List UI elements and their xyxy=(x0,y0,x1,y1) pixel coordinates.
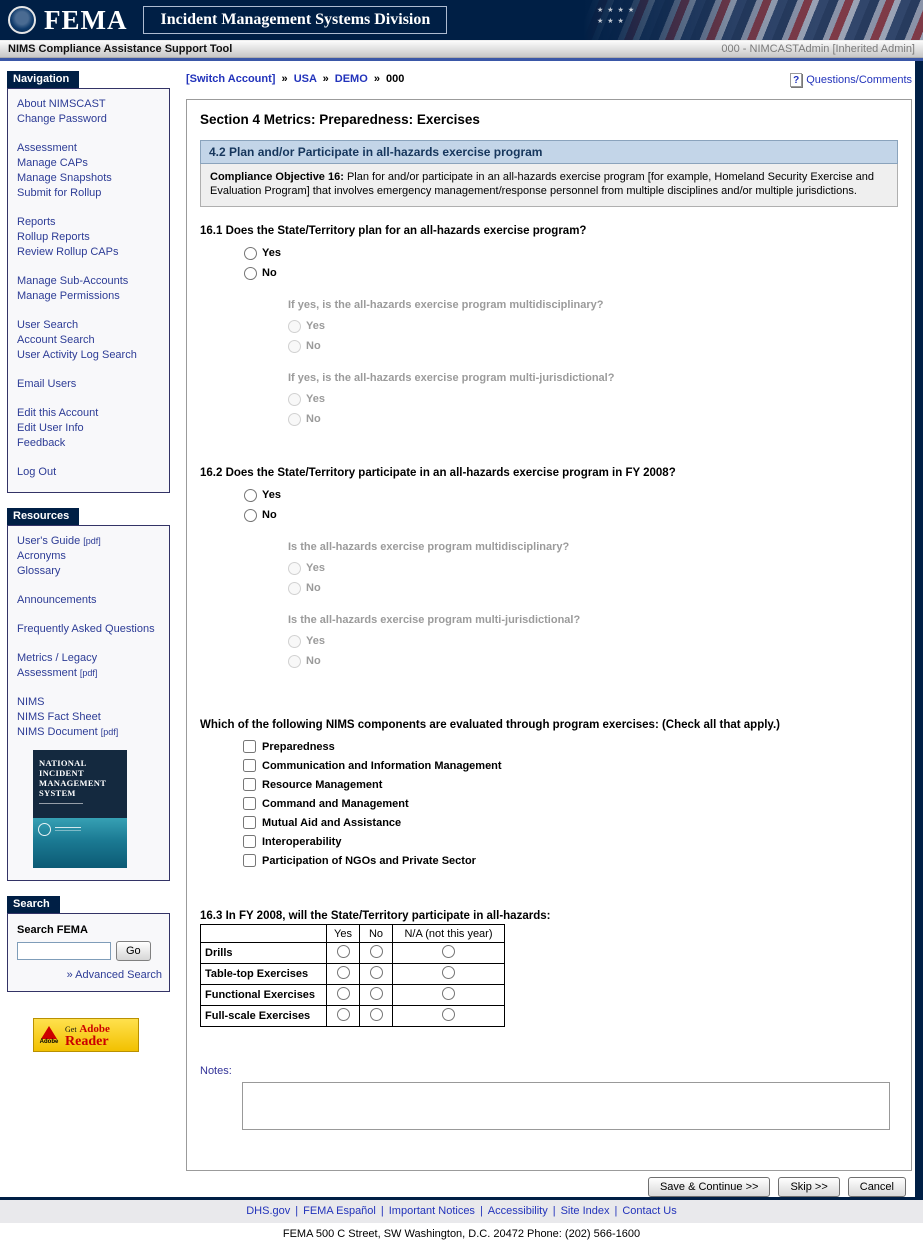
sidebar-item-nims[interactable]: NIMS xyxy=(17,696,45,708)
navigation-panel-title: Navigation xyxy=(7,71,79,88)
tabletop-yes-radio[interactable] xyxy=(337,966,350,979)
sidebar-item-user-search[interactable]: User Search xyxy=(17,319,79,331)
q16-2-yes-radio[interactable] xyxy=(244,489,257,502)
footer-link-dhs-gov[interactable]: DHS.gov xyxy=(246,1205,291,1217)
column-header-na: N/A (not this year) xyxy=(393,925,505,943)
q16-1-yes-radio[interactable] xyxy=(244,247,257,260)
sidebar-item-email-users[interactable]: Email Users xyxy=(17,378,77,390)
sidebar-item-change-password[interactable]: Change Password xyxy=(17,113,107,125)
cancel-button[interactable]: Cancel xyxy=(848,1177,906,1197)
question-16-2-text: 16.2 Does the State/Territory participate in an all-hazards exercise program in FY 2008? xyxy=(200,467,676,479)
sidebar-item-metrics-legacy-assessment[interactable]: Metrics / Legacy Assessment xyxy=(17,652,98,679)
table-corner-cell xyxy=(201,925,327,943)
breadcrumb-separator: » xyxy=(281,73,288,85)
q16-1-sub2-yes-label: Yes xyxy=(306,393,325,405)
sidebar xyxy=(0,61,171,1197)
navigation-panel xyxy=(7,71,170,493)
column-header-no: No xyxy=(360,925,393,943)
q16-1-sub2-text: If yes, is the all-hazards exercise program multi-jurisdictional? xyxy=(288,372,615,384)
fullscale-na-radio[interactable] xyxy=(442,1008,455,1021)
row-label-tabletop: Table-top Exercises xyxy=(201,964,327,985)
search-go-button[interactable]: Go xyxy=(116,941,151,961)
sidebar-item-acronyms[interactable]: Acronyms xyxy=(17,550,66,562)
footer-separator: | xyxy=(614,1205,618,1217)
action-buttons xyxy=(186,1177,906,1197)
sidebar-item-manage-snapshots[interactable]: Manage Snapshots xyxy=(17,172,112,184)
q16-2-sub1-yes-radio xyxy=(288,562,301,575)
q16-2-sub1 xyxy=(288,541,898,596)
adobe-reader-label: Reader xyxy=(65,1033,109,1049)
row-label-drills: Drills xyxy=(201,943,327,964)
adobe-word-label: Adobe xyxy=(79,1022,110,1035)
row-label-fullscale: Full-scale Exercises xyxy=(201,1006,327,1027)
q16-1-sub1-yes-label: Yes xyxy=(306,320,325,332)
logged-in-user: 000 - NIMCASTAdmin [Inherited Admin] xyxy=(721,43,915,55)
nims-components-prompt: Which of the following NIMS components are evaluated through program exercises: (Check all that apply.) xyxy=(200,719,780,731)
breadcrumb-current: 000 xyxy=(386,73,405,85)
nims-components-question xyxy=(200,719,898,868)
switch-account-link[interactable]: [Switch Account] xyxy=(186,73,276,85)
section-header: 4.2 Plan and/or Participate in all-hazards exercise program xyxy=(200,140,898,164)
footer-link-site-index[interactable]: Site Index xyxy=(560,1205,610,1217)
compliance-objective-text: Plan for and/or participate in an all-hazards exercise program [for example, Homeland Security Exercise and Evaluation Program] that involves emergency management/response personnel from multiple disciplines and/or multiple jurisdictions. xyxy=(210,171,874,197)
footer-link-contact-us[interactable]: Contact Us xyxy=(622,1205,677,1217)
component-checkbox-interoperability[interactable] xyxy=(243,835,256,848)
footer-link-fema-espanol[interactable]: FEMA Español xyxy=(303,1205,376,1217)
sidebar-item-nims-document[interactable]: NIMS Document xyxy=(17,726,98,738)
table-row-tabletop xyxy=(201,964,505,985)
sidebar-item-feedback[interactable]: Feedback xyxy=(17,437,66,449)
compliance-objective xyxy=(200,164,898,207)
tabletop-na-radio[interactable] xyxy=(442,966,455,979)
q16-1-sub1-no-radio xyxy=(288,340,301,353)
save-continue-button[interactable]: Save & Continue >> xyxy=(648,1177,770,1197)
q16-2-sub2-yes-radio xyxy=(288,635,301,648)
questions-comments-link[interactable]: Questions/Comments xyxy=(806,74,912,86)
search-input[interactable] xyxy=(17,942,111,960)
footer-address: FEMA 500 C Street, SW Washington, D.C. 20472 Phone: (202) 566-1600 xyxy=(0,1223,923,1249)
fullscale-no-radio[interactable] xyxy=(370,1008,383,1021)
sidebar-item-log-out[interactable]: Log Out xyxy=(17,466,57,478)
sidebar-item-nims-fact-sheet[interactable]: NIMS Fact Sheet xyxy=(17,711,101,723)
q16-1-yes-label: Yes xyxy=(262,247,281,259)
sidebar-item-reports[interactable]: Reports xyxy=(17,216,56,228)
footer-link-important-notices[interactable]: Important Notices xyxy=(388,1205,475,1217)
q16-1-sub2-yes-radio xyxy=(288,393,301,406)
dhs-seal-icon xyxy=(38,823,51,836)
component-checkbox-resource-management[interactable] xyxy=(243,778,256,791)
nims-cover-title: NATIONAL INCIDENT MANAGEMENT SYSTEM xyxy=(33,750,127,818)
q16-2-sub2-text: Is the all-hazards exercise program multi-jurisdictional? xyxy=(288,614,581,626)
table-row-fullscale xyxy=(201,1006,505,1027)
footer-separator: | xyxy=(380,1205,384,1217)
q16-1-no-label: No xyxy=(262,267,277,279)
skip-button[interactable]: Skip >> xyxy=(778,1177,839,1197)
search-panel-title: Search xyxy=(7,896,60,913)
notes-textarea[interactable] xyxy=(242,1082,890,1130)
question-16-1-text: 16.1 Does the State/Territory plan for an all-hazards exercise program? xyxy=(200,225,587,237)
question-16-1 xyxy=(200,225,898,427)
app-title: NIMS Compliance Assistance Support Tool xyxy=(8,43,233,55)
q16-2-sub1-yes-label: Yes xyxy=(306,562,325,574)
sidebar-item-review-rollup-caps[interactable]: Review Rollup CAPs xyxy=(17,246,119,258)
advanced-search-link[interactable]: » Advanced Search xyxy=(66,969,162,981)
question-16-3 xyxy=(200,910,898,1027)
component-checkbox-communication[interactable] xyxy=(243,759,256,772)
adobe-logo-icon xyxy=(38,1026,60,1045)
functional-na-radio[interactable] xyxy=(442,987,455,1000)
q16-1-sub1 xyxy=(288,299,898,354)
component-checkbox-mutual-aid[interactable] xyxy=(243,816,256,829)
sidebar-item-users-guide[interactable]: User's Guide xyxy=(17,535,81,547)
fema-seal-icon xyxy=(8,6,36,34)
q16-2-sub1-no-label: No xyxy=(306,582,321,594)
q16-2-sub1-no-radio xyxy=(288,582,301,595)
adobe-logo-label: Adobe xyxy=(39,1038,59,1045)
flag-image xyxy=(583,0,923,40)
footer-separator: | xyxy=(552,1205,556,1217)
adobe-reader-badge[interactable] xyxy=(33,1018,139,1052)
fullscale-yes-radio[interactable] xyxy=(337,1008,350,1021)
q16-2-sub2-no-label: No xyxy=(306,655,321,667)
q16-1-sub2-no-label: No xyxy=(306,413,321,425)
metrics-legacy-pdf-tag[interactable]: [pdf] xyxy=(79,668,98,678)
breadcrumb xyxy=(186,73,404,85)
app-bar xyxy=(0,40,923,58)
sidebar-item-account-search[interactable]: Account Search xyxy=(17,334,95,346)
component-checkbox-command-management[interactable] xyxy=(243,797,256,810)
q16-1-sub1-text: If yes, is the all-hazards exercise program multidisciplinary? xyxy=(288,299,604,311)
question-mark-icon[interactable]: ? xyxy=(790,73,802,87)
sidebar-item-manage-sub-accounts[interactable]: Manage Sub-Accounts xyxy=(17,275,129,287)
q16-2-no-label: No xyxy=(262,509,277,521)
sidebar-item-faq[interactable]: Frequently Asked Questions xyxy=(17,623,155,635)
sidebar-item-edit-user-info[interactable]: Edit User Info xyxy=(17,422,84,434)
exercise-participation-table xyxy=(200,924,505,1027)
component-checkbox-preparedness[interactable] xyxy=(243,740,256,753)
question-16-2 xyxy=(200,467,898,669)
division-title: Incident Management Systems Division xyxy=(143,6,447,34)
component-label-resource-management: Resource Management xyxy=(262,778,383,791)
table-row-drills xyxy=(201,943,505,964)
content-panel xyxy=(186,99,912,1171)
nims-document-cover[interactable] xyxy=(33,750,127,868)
resources-panel xyxy=(7,508,170,881)
component-label-command-management: Command and Management xyxy=(262,797,409,810)
sidebar-item-about-nimscast[interactable]: About NIMSCAST xyxy=(17,98,106,110)
sidebar-item-submit-for-rollup[interactable]: Submit for Rollup xyxy=(17,187,102,199)
footer-separator: | xyxy=(295,1205,299,1217)
q16-1-sub1-no-label: No xyxy=(306,340,321,352)
users-guide-pdf-tag[interactable]: [pdf] xyxy=(83,536,101,546)
sidebar-item-announcements[interactable]: Announcements xyxy=(17,594,97,606)
drills-no-radio[interactable] xyxy=(370,945,383,958)
site-header xyxy=(0,0,923,40)
breadcrumb-separator: » xyxy=(322,73,329,85)
q16-2-yes-label: Yes xyxy=(262,489,281,501)
nims-cover-art xyxy=(33,818,127,868)
functional-yes-radio[interactable] xyxy=(337,987,350,1000)
main-content xyxy=(171,61,915,1197)
sidebar-item-user-activity-log-search[interactable]: User Activity Log Search xyxy=(17,349,137,361)
q16-2-sub2 xyxy=(288,614,898,669)
sidebar-item-rollup-reports[interactable]: Rollup Reports xyxy=(17,231,90,243)
q16-1-sub1-yes-radio xyxy=(288,320,301,333)
question-16-3-text: 16.3 In FY 2008, will the State/Territory participate in all-hazards: xyxy=(200,910,551,922)
compliance-objective-label: Compliance Objective 16: xyxy=(210,171,344,183)
q16-2-no-radio[interactable] xyxy=(244,509,257,522)
breadcrumb-demo-link[interactable]: DEMO xyxy=(334,73,368,85)
page-title: Section 4 Metrics: Preparedness: Exercises xyxy=(200,112,480,127)
sidebar-item-manage-permissions[interactable]: Manage Permissions xyxy=(17,290,120,302)
nims-document-pdf-tag[interactable]: [pdf] xyxy=(100,727,119,737)
q16-2-sub1-text: Is the all-hazards exercise program multidisciplinary? xyxy=(288,541,570,553)
column-header-yes: Yes xyxy=(327,925,360,943)
q16-1-sub2 xyxy=(288,372,898,427)
content-row xyxy=(0,61,923,1197)
sidebar-item-edit-this-account[interactable]: Edit this Account xyxy=(17,407,99,419)
row-label-functional: Functional Exercises xyxy=(201,985,327,1006)
breadcrumb-usa-link[interactable]: USA xyxy=(293,73,317,85)
q16-2-sub2-yes-label: Yes xyxy=(306,635,325,647)
sidebar-item-manage-caps[interactable]: Manage CAPs xyxy=(17,157,88,169)
footer-link-accessibility[interactable]: Accessibility xyxy=(487,1205,548,1217)
adobe-get-label: Get xyxy=(65,1024,77,1034)
search-panel xyxy=(7,896,170,992)
tabletop-no-radio[interactable] xyxy=(370,966,383,979)
footer-separator: | xyxy=(479,1205,483,1217)
drills-yes-radio[interactable] xyxy=(337,945,350,958)
fema-logo[interactable] xyxy=(0,5,127,36)
component-checkbox-ngos-private-sector[interactable] xyxy=(243,854,256,867)
q16-1-sub2-no-radio xyxy=(288,413,301,426)
fema-wordmark: FEMA xyxy=(44,4,128,35)
functional-no-radio[interactable] xyxy=(370,987,383,1000)
right-border-strip xyxy=(915,61,923,1197)
component-label-communication: Communication and Information Management xyxy=(262,759,502,772)
table-row-functional xyxy=(201,985,505,1006)
q16-2-sub2-no-radio xyxy=(288,655,301,668)
component-label-ngos-private-sector: Participation of NGOs and Private Sector xyxy=(262,854,476,867)
sidebar-item-glossary[interactable]: Glossary xyxy=(17,565,61,577)
footer-links xyxy=(0,1197,923,1223)
search-fema-label: Search FEMA xyxy=(17,924,88,936)
resources-panel-title: Resources xyxy=(7,508,79,525)
component-label-interoperability: Interoperability xyxy=(262,835,342,848)
component-label-mutual-aid: Mutual Aid and Assistance xyxy=(262,816,402,829)
component-label-preparedness: Preparedness xyxy=(262,740,335,753)
sidebar-item-assessment[interactable]: Assessment xyxy=(17,142,77,154)
breadcrumb-separator: » xyxy=(373,73,380,85)
notes-label: Notes: xyxy=(200,1065,232,1077)
drills-na-radio[interactable] xyxy=(442,945,455,958)
q16-1-no-radio[interactable] xyxy=(244,267,257,280)
